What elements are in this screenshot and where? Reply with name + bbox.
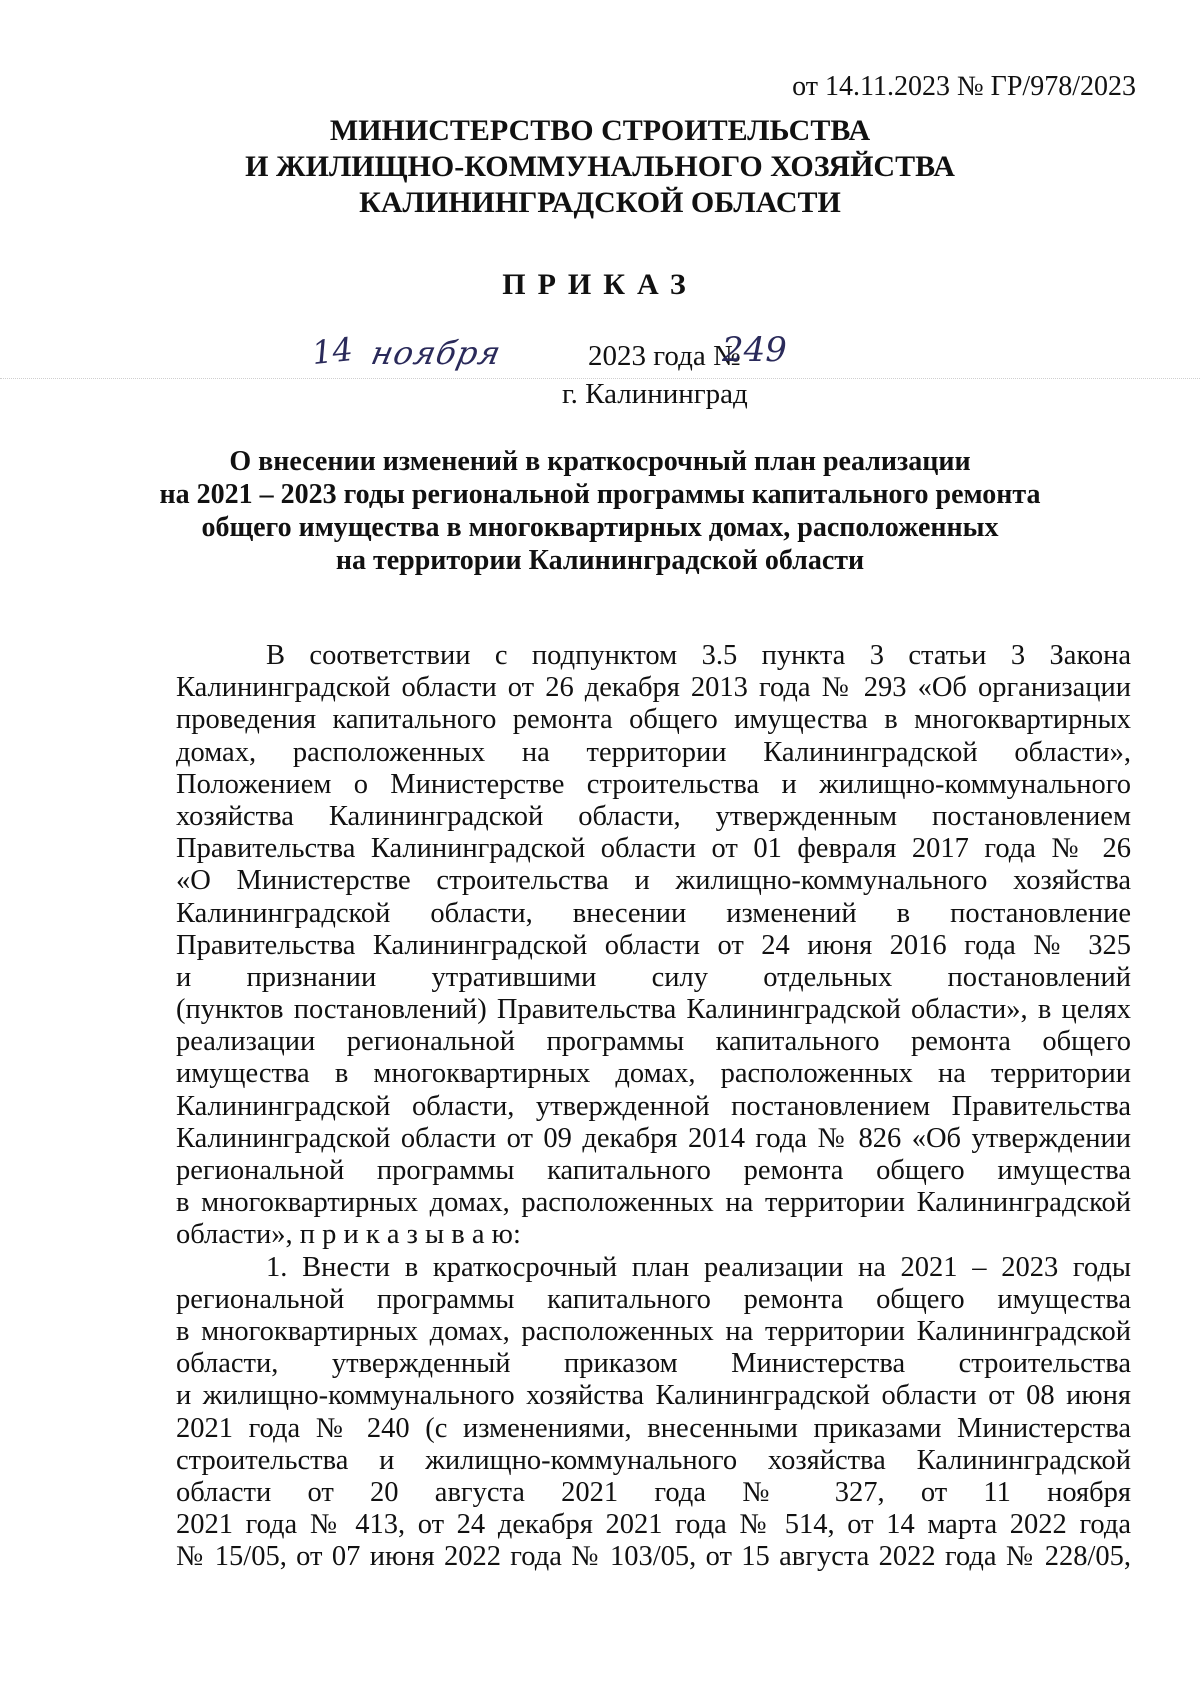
body-line: № 15/05, от 07 июня 2022 года № 103/05, от 15 августа 2022 года № 228/05,	[176, 1541, 1131, 1573]
body-line: домах, расположенных на территории Калининградской области»,	[176, 736, 1131, 768]
ministry-line: КАЛИНИНГРАДСКОЙ ОБЛАСТИ	[359, 186, 841, 219]
body-line: 2021 года № 413, от 24 декабря 2021 года № 514, от 14 марта 2022 года	[176, 1509, 1131, 1541]
body-line: реализации региональной программы капитального ремонта общего	[176, 1026, 1131, 1058]
body-line: Калининградской области, утвержденной постановлением Правительства	[176, 1090, 1131, 1122]
body-line: Правительства Калининградской области от 01 февраля 2017 года № 26	[176, 833, 1131, 865]
body-line: области от 20 августа 2021 года № 327, от 11 ноября	[176, 1476, 1131, 1508]
title-line: на территории Калининградской области	[335, 545, 865, 576]
document-body	[176, 640, 1131, 1573]
title-line: общего имущества в многоквартирных домах, расположенных	[201, 512, 999, 543]
body-line: и жилищно-коммунального хозяйства Калининградской области от 08 июня	[176, 1380, 1131, 1412]
date-year-text: 2023 года №	[588, 340, 741, 372]
body-line: и признании утратившими силу отдельных постановлений	[176, 961, 1131, 993]
body-line: строительства и жилищно-коммунального хозяйства Калининградской	[176, 1444, 1131, 1476]
body-line: хозяйства Калининградской области, утвержденным постановлением	[176, 800, 1131, 832]
body-line: Калининградской области от 09 декабря 2014 года № 826 «Об утверждении	[176, 1122, 1131, 1154]
document-type: ПРИКАЗ	[502, 268, 698, 301]
title-line: на 2021 – 2023 годы региональной программы капитального ремонта	[159, 479, 1041, 510]
handwritten-month: ноября	[367, 334, 505, 372]
body-line: Положением о Министерстве строительства и жилищно-коммунального	[176, 768, 1131, 800]
body-line: Правительства Калининградской области от 24 июня 2016 года № 325	[176, 929, 1131, 961]
ministry-line: МИНИСТЕРСТВО СТРОИТЕЛЬСТВА	[329, 114, 871, 147]
body-line: проведения капитального ремонта общего имущества в многоквартирных	[176, 704, 1131, 736]
body-line: региональной программы капитального ремонта общего имущества	[176, 1283, 1131, 1315]
body-line: «О Министерстве строительства и жилищно-коммунального хозяйства	[176, 865, 1131, 897]
body-line: 1. Внести в краткосрочный план реализации на 2021 – 2023 годы	[266, 1251, 1131, 1283]
handwritten-order-number: 249	[722, 330, 787, 370]
body-line: региональной программы капитального ремонта общего имущества	[176, 1155, 1131, 1186]
handwritten-day: 14	[310, 329, 355, 373]
registration-number: от 14.11.2023 № ГР/978/2023	[792, 71, 1136, 102]
document-title	[0, 445, 1200, 577]
body-line: имущества в многоквартирных домах, расположенных на территории	[176, 1058, 1131, 1090]
body-line: Калининградской области, внесении изменений в постановление	[176, 897, 1131, 929]
body-line: области, утвержденный приказом Министерства строительства	[176, 1348, 1131, 1380]
body-line: 2021 года № 240 (с изменениями, внесенными приказами Министерства	[176, 1412, 1131, 1444]
body-line: в многоквартирных домах, расположенных на территории Калининградской	[176, 1187, 1131, 1219]
order-date-line	[0, 329, 1200, 380]
body-line: (пунктов постановлений) Правительства Калининградской области», в целях	[176, 994, 1131, 1026]
title-line: О внесении изменений в краткосрочный план реализации	[229, 446, 971, 477]
ministry-line: И ЖИЛИЩНО-КОММУНАЛЬНОГО ХОЗЯЙСТВА	[245, 150, 955, 183]
body-line: В соответствии с подпунктом 3.5 пункта 3 статьи 3 Закона	[266, 640, 1131, 671]
body-line: Калининградской области от 26 декабря 2013 года № 293 «Об организации	[176, 672, 1131, 704]
body-line: в многоквартирных домах, расположенных на территории Калининградской	[176, 1315, 1131, 1347]
body-line: области», п р и к а з ы в а ю:	[176, 1219, 521, 1251]
city: г. Калининград	[562, 378, 748, 410]
ministry-name	[0, 113, 1200, 221]
